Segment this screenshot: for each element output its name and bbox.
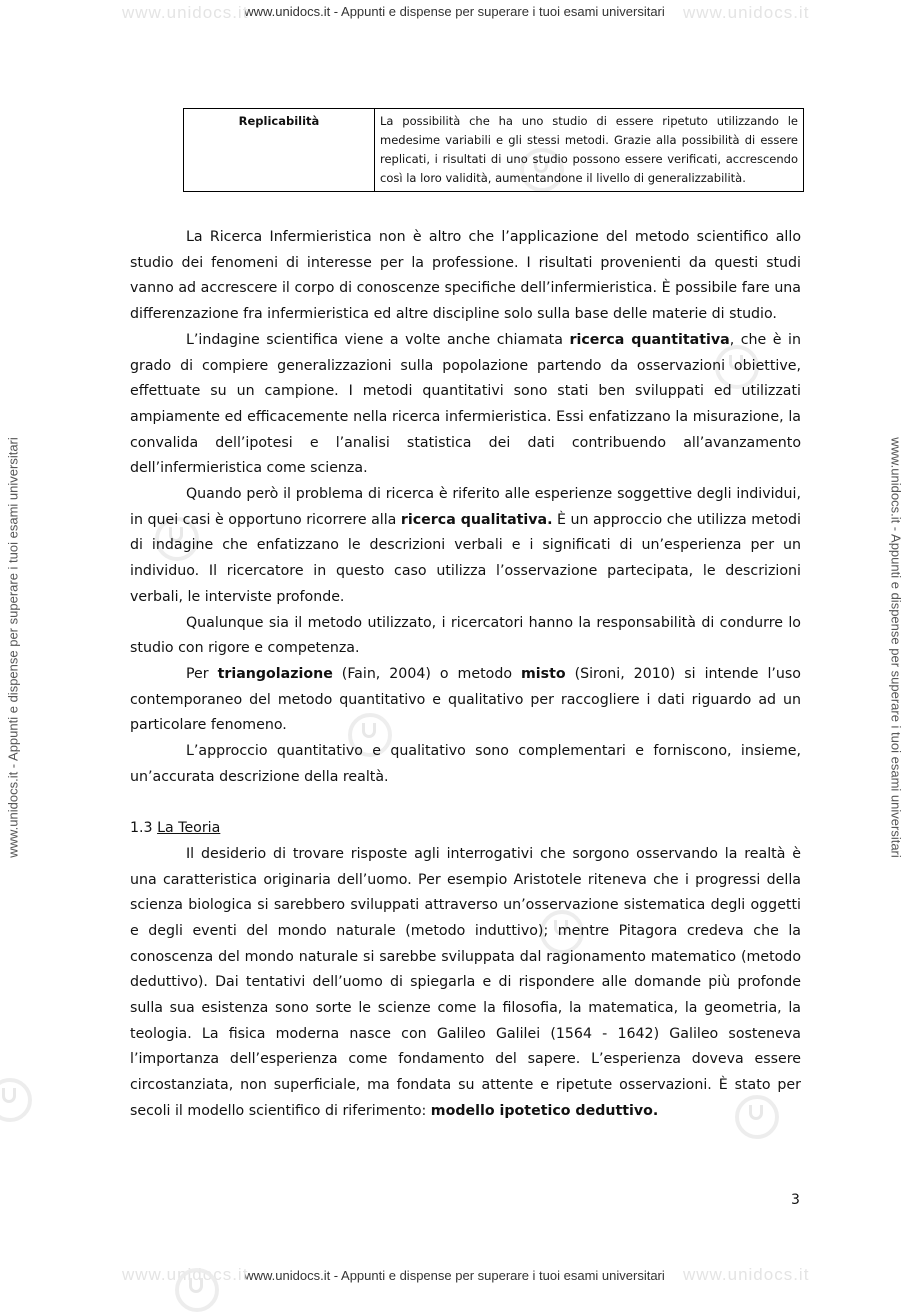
watermark-faint-top-left: www.unidocs.it	[122, 3, 249, 22]
section-title: La Teoria	[157, 820, 221, 837]
text-run: Il desiderio di trovare risposte agli interrogativi che sorgono osservando la realtà è una caratteristica originaria dell’uomo. Per esempio Aristotele riteneva che i progressi della scienza biologica si sarebbero sviluppati attraverso un’osservazione sistematica degli oggetti e degli eventi del mondo naturale (metodo induttivo); mentre Pitagora credeva che la conoscenza del mondo naturale si sarebbe sviluppata dal ragionamento matematico (metodo deduttivo). Dai tentativi dell’uomo di spiegarla e di rispondere alle domande più profonde sulla sua esistenza sono sorte le scienze come la filosofia, la matematica, la geometria, la teologia. La fisica moderna nasce con Galileo Galilei (1564 - 1642) Galileo sosteneva l’importanza dell’esperienza come fondamento del sapere. L’esperienza doveva essere circostanziata, non superficiale, ma fondata su attente e ripetute osservazioni. È stato per secoli il modello scientifico di riferimento:	[130, 845, 801, 1119]
watermark-left: www.unidocs.it - Appunti e dispense per superare i tuoi esami universitari	[5, 437, 21, 858]
text-run: , che è in grado di compiere generalizzazioni sulla popolazione partendo da osservazioni obiettive, effettuate su un campione. I metodi quantitativi sono stati ben sviluppati ed utilizzati ampiamente ed efficacemente nella ricerca infermieristica. Essi enfatizzano la misurazione, la convalida dell’ipotesi e l’analisi statistica dei dati contribuendo all’avanzamento dell’infermieristica come scienza.	[130, 331, 801, 477]
bold-term: ricerca quantitativa	[569, 331, 730, 348]
text-run: Quando però il problema di ricerca è riferito alle esperienze soggettive degli individui, in quei casi è opportuno ricorrere alla	[130, 486, 801, 528]
watermark-faint-top-right: www.unidocs.it	[683, 3, 810, 22]
bold-term: misto	[520, 665, 566, 682]
text-run: (Sironi, 2010) si intende l’uso contemporaneo del metodo quantitativo e qualitativo per raccogliere i dati riguardo ad un particolare fenomeno.	[130, 665, 801, 734]
bold-term: modello ipotetico deduttivo.	[430, 1102, 659, 1119]
table-definition-cell: La possibilità che ha uno studio di essere ripetuto utilizzando le medesime variabili e gli stessi metodi. Grazie alla possibilità di essere replicati, i risultati di uno studio possono essere verificati, accrescendo così la loro validità, aumentandone il livello di generalizzabilità.	[375, 109, 804, 192]
paragraph	[130, 482, 801, 611]
watermark-faint-bottom-left: www.unidocs.it	[122, 1265, 249, 1284]
text-run: Per	[186, 665, 218, 682]
page-number: 3	[791, 1192, 800, 1208]
watermark-logo-icon	[175, 1268, 219, 1312]
watermark-right: www.unidocs.it - Appunti e dispense per superare i tuoi esami universitari	[888, 437, 904, 858]
definition-table	[183, 108, 804, 192]
bold-term: ricerca qualitativa.	[400, 511, 553, 528]
text-run: È un approccio che utilizza metodi di indagine che enfatizzano le descrizioni verbali e i significati di un’esperienza per un individuo. Il ricercatore in questo caso utilizza l’osservazione partecipata, le descrizioni verbali, le interviste profonde.	[130, 511, 801, 605]
watermark-top: www.unidocs.it - Appunti e dispense per superare i tuoi esami universitari	[244, 4, 665, 19]
table-row	[184, 109, 804, 192]
table-term-cell: Replicabilità	[184, 109, 375, 192]
section-number: 1.3	[130, 820, 158, 837]
document-body	[130, 225, 801, 1125]
paragraph	[130, 662, 801, 739]
text-run: L’indagine scientifica viene a volte anche chiamata	[186, 331, 570, 348]
watermark-faint-bottom-right: www.unidocs.it	[683, 1265, 810, 1284]
paragraph: Qualunque sia il metodo utilizzato, i ricercatori hanno la responsabilità di condurre lo studio con rigore e competenza.	[130, 614, 801, 657]
section-heading	[130, 816, 801, 842]
text-run: (Fain, 2004) o metodo	[332, 665, 521, 682]
watermark-bottom: www.unidocs.it - Appunti e dispense per superare i tuoi esami universitari	[244, 1268, 665, 1283]
paragraph	[130, 842, 801, 1125]
paragraph: La Ricerca Infermieristica non è altro che l’applicazione del metodo scientifico allo studio dei fenomeni di interesse per la professione. I risultati provenienti da questi studi vanno ad accrescere il corpo di conoscenze specifiche dell’infermieristica. È possibile fare una differenzazione fra infermieristica ed altre discipline solo sulla base delle materie di studio.	[130, 229, 801, 323]
watermark-logo-icon	[0, 1078, 32, 1122]
bold-term: triangolazione	[217, 665, 333, 682]
paragraph: L’approccio quantitativo e qualitativo sono complementari e forniscono, insieme, un’accurata descrizione della realtà.	[130, 743, 801, 785]
paragraph	[130, 328, 801, 482]
